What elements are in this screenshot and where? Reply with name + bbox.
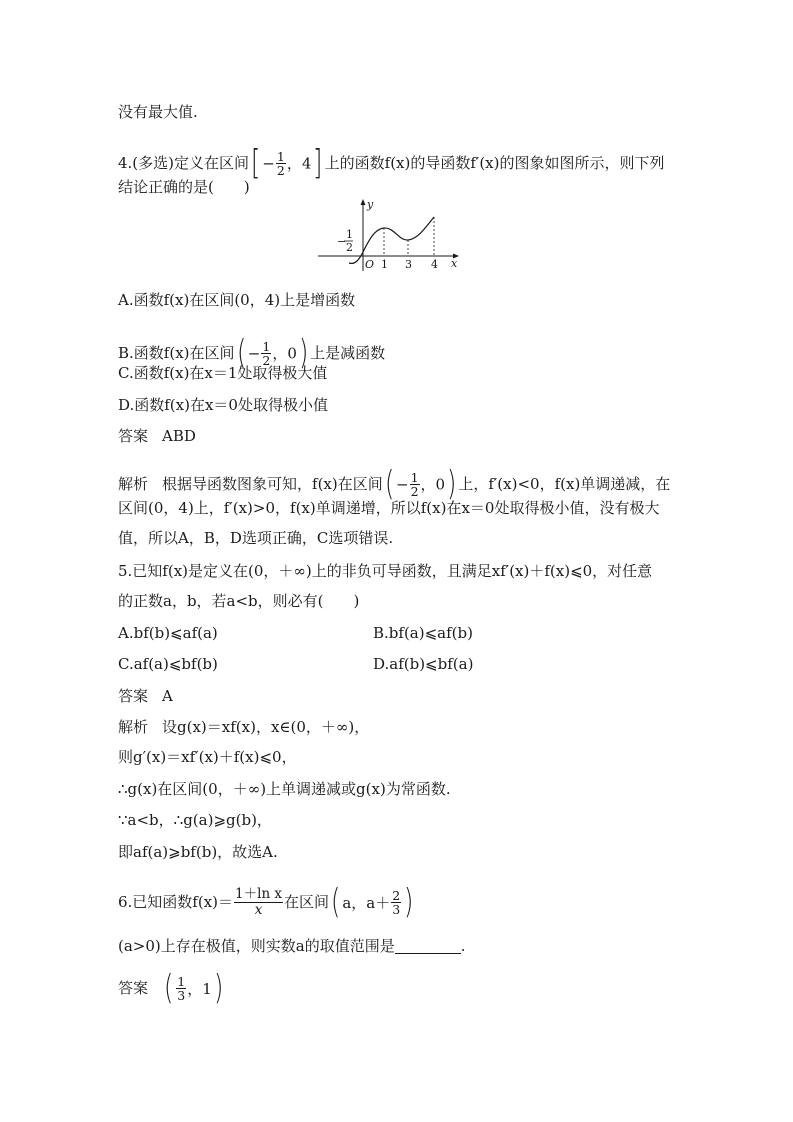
y-axis-arrow [361, 199, 366, 205]
q5-answer: 答案 A [118, 687, 173, 705]
neg-sign: − [337, 235, 347, 248]
fraction: $\frac{1}{2}$ [410, 469, 419, 499]
q4-solution-line3: 值，所以A，B，D选项正确，C选项错误. [118, 529, 394, 547]
q6-answer-interval: $\frac{1}{3}$ ，1 [177, 974, 212, 1003]
origin-label: O [365, 258, 375, 271]
bracket-left: [ [251, 143, 261, 183]
q5-solution-line3: ∴g(x)在区间(0，＋∞)上单调递减或g(x)为常函数. [118, 780, 451, 798]
answer-blank [395, 939, 461, 954]
bracket-left: ( [164, 968, 174, 1008]
q6-answer: 答案 ( $\frac{1}{3}$ ，1) [118, 968, 224, 1008]
q4-option-c: C.函数f(x)在x＝1处取得极大值 [118, 364, 328, 382]
bracket-right: ) [298, 333, 309, 373]
bracket-right: ) [447, 464, 457, 504]
tick-3: 3 [405, 258, 412, 271]
q5-stem-line2: 的正数a，b，若a<b，则必有( ) [118, 592, 360, 610]
q6-stem-line1: 6.已知函数f(x)＝ $\frac{\text{1＋ln x}}{x}$ 在区间( a，a＋ $\frac{2}{3}$ ) [118, 882, 414, 922]
q4-option-b-interval: − $\frac{1}{2}$ ，0 [247, 338, 297, 368]
prev-line: 没有最大值. [118, 103, 198, 121]
bracket-left: ( [331, 882, 341, 922]
q5-option-d: D.af(b)⩽bf(a) [373, 655, 474, 673]
bracket-left: ( [384, 464, 395, 504]
q4-solution-line1: 解析 根据导函数图象可知，f(x)在区间( − $\frac{1}{2}$ ，0) 上，f′(x)<0，f(x)单调递减，在 [118, 464, 671, 504]
derivative-graph [318, 197, 463, 273]
tick-1: 1 [381, 258, 388, 271]
q5-solution-line5: 即af(a)⩾bf(b)，故选A. [118, 843, 278, 861]
fraction: $\frac{1}{2}$ [262, 338, 271, 368]
q5-stem-line1: 5.已知f(x)是定义在(0，＋∞)上的非负可导函数，且满足xf′(x)＋f(x)⩽0，对任意 [118, 562, 653, 580]
neg-half-num: 1 [346, 228, 353, 241]
q5-solution-line2: 则g′(x)＝xf′(x)＋f(x)⩽0， [118, 748, 297, 766]
fraction: $\frac{1}{3}$ [177, 974, 186, 1003]
q5-option-a: A.bf(b)⩽af(a) [118, 624, 218, 642]
q5-option-b: B.bf(a)⩽af(b) [373, 624, 473, 642]
fraction: $\frac{2}{3}$ [392, 888, 401, 917]
bracket-left: ( [236, 333, 246, 373]
function-fraction: $\frac{\text{1＋ln x}}{x}$ [235, 885, 283, 918]
bracket-right: ) [213, 968, 224, 1008]
q5-solution-line4: ∵a<b，∴g(a)⩾g(b)， [118, 811, 272, 829]
q4-stem-line1: 4.(多选)定义在区间[ − $\frac{1}{2}$ ，4] 上的函数f(x)的导函数f′(x)的图象如图所示，则下列 [118, 143, 665, 183]
q4-interval: − $\frac{1}{2}$ ，4 [262, 148, 312, 178]
x-label: x [451, 257, 458, 270]
tick-4: 4 [431, 258, 438, 271]
q4-option-a: A.函数f(x)在区间(0，4)上是增函数 [118, 291, 356, 309]
q6-interval: a，a＋ $\frac{2}{3}$ [342, 888, 401, 917]
neg-half-den: 2 [346, 241, 353, 254]
q4-stem-line2: 结论正确的是( ) [118, 178, 250, 196]
y-label: y [367, 198, 374, 211]
bracket-right: ) [404, 882, 414, 922]
q4-option-d: D.函数f(x)在x＝0处取得极小值 [118, 396, 328, 414]
bracket-right: ] [313, 143, 323, 183]
q5-option-c: C.af(a)⩽bf(b) [118, 655, 218, 673]
q4-option-b: B.函数f(x)在区间( − $\frac{1}{2}$ ，0) 上是减函数 [118, 333, 386, 373]
q6-stem-line2: (a>0)上存在极值，则实数a的取值范围是 . [118, 937, 466, 955]
q4-solution-line2: 区间(0，4)上，f′(x)>0，f(x)单调递增，所以f(x)在x＝0处取得极小值，没有极大 [118, 499, 660, 517]
q4-solution-interval: − $\frac{1}{2}$ ，0 [396, 469, 446, 499]
q4-answer: 答案 ABD [118, 427, 196, 445]
q5-solution-line1: 解析 设g(x)＝xf(x)，x∈(0，＋∞)， [118, 718, 370, 736]
fraction: $\frac{1}{2}$ [276, 148, 285, 178]
